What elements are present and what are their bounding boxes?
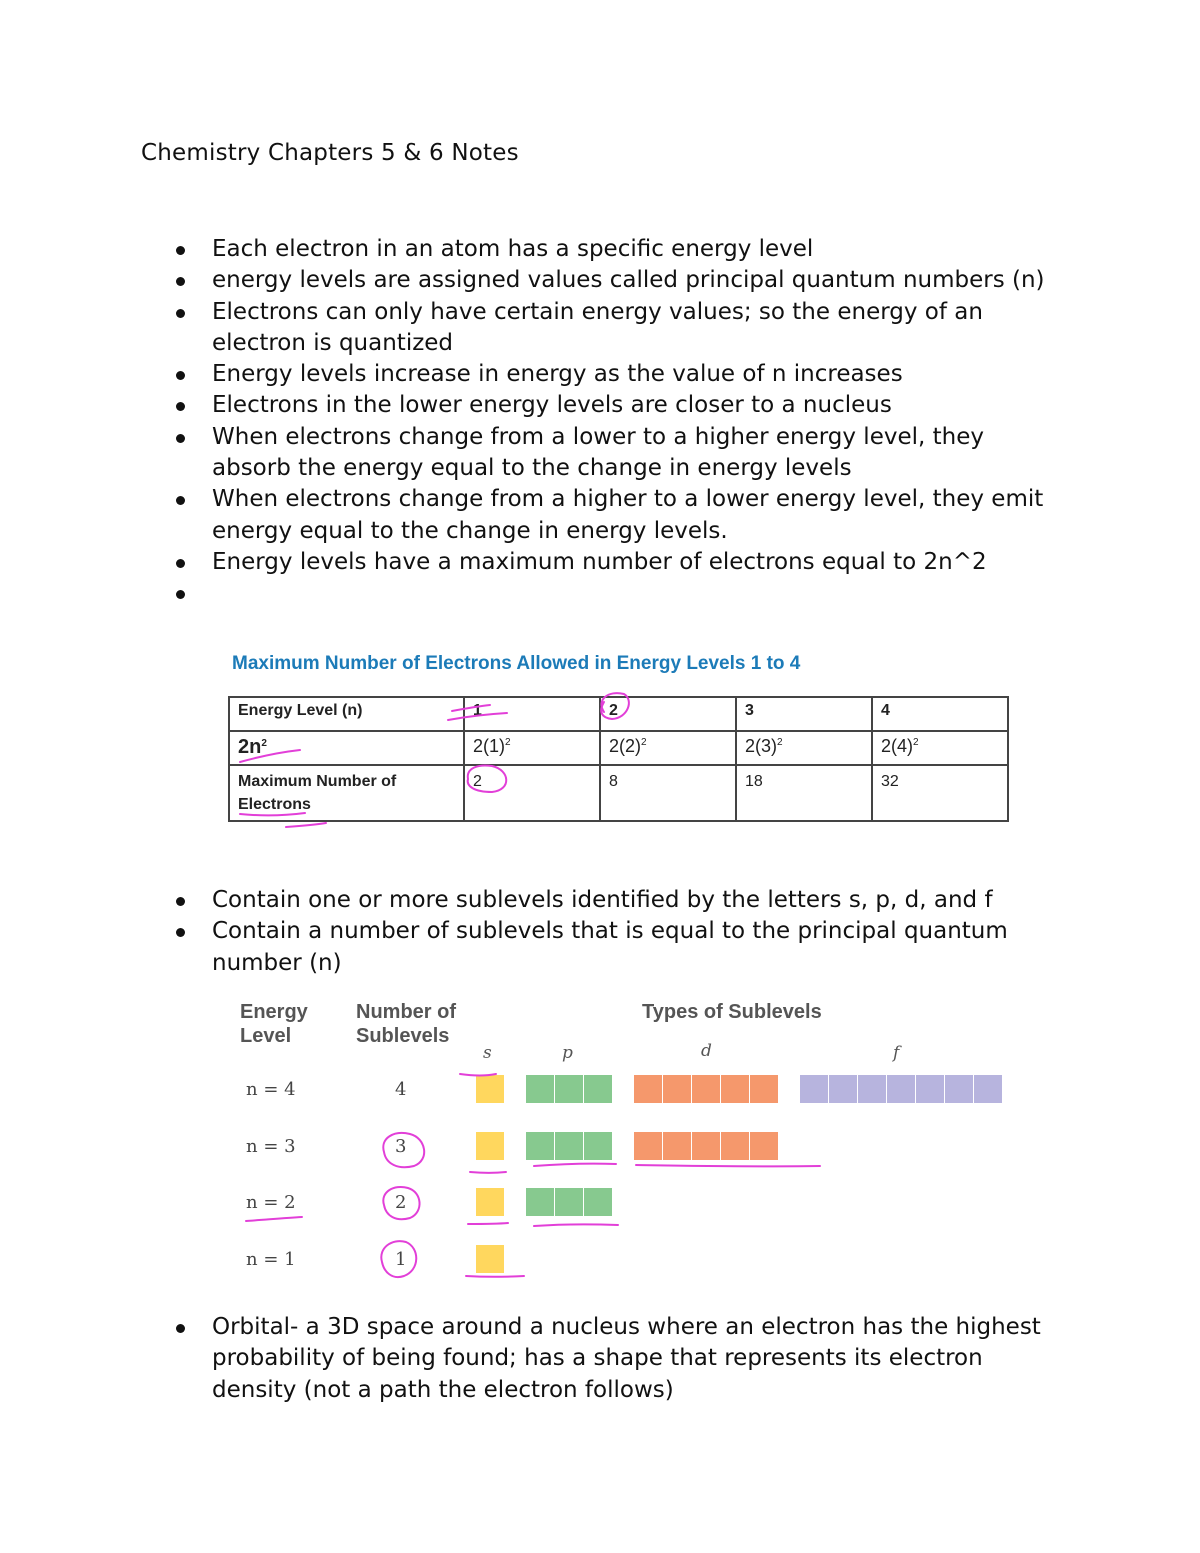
table-cell-level: 2 [600, 697, 736, 731]
orbital-box [721, 1075, 750, 1103]
formula-base: 2(2) [609, 736, 642, 756]
list-item [168, 359, 1048, 390]
energy-level-label: n = 1 [246, 1249, 296, 1270]
list-item [168, 297, 1048, 360]
header-types-of-sublevels: Types of Sublevels [642, 1001, 822, 1023]
energy-level-label: n = 3 [246, 1136, 296, 1157]
orbital-box [634, 1075, 663, 1103]
list-item-empty [168, 578, 1048, 609]
orbital-box [555, 1132, 584, 1160]
formula-base: 2(3) [745, 736, 778, 756]
orbital-box-group [476, 1075, 505, 1103]
orbital-box [974, 1075, 1003, 1103]
list-item-text: Energy levels have a maximum number of electrons equal to 2n^2 [212, 548, 987, 575]
list-item-text: Contain one or more sublevels identified by the letters s, p, d, and f [212, 887, 993, 913]
orbital-box-group [476, 1245, 505, 1273]
table-cell-level: 1 [464, 697, 600, 731]
bullet-icon [176, 277, 185, 286]
list-item-text: Each electron in an atom has a specific energy level [212, 236, 814, 262]
orbital-box [476, 1075, 505, 1103]
list-item-text [212, 580, 219, 606]
orbital-box-group [634, 1132, 779, 1160]
orbital-box-group [800, 1075, 1003, 1103]
list-item [168, 265, 1048, 296]
sublevel-count: 2 [395, 1192, 407, 1213]
formula-exponent: 2 [505, 737, 511, 748]
sublevel-count: 1 [395, 1249, 407, 1270]
sublevel-count: 4 [395, 1079, 407, 1100]
orbital-box [476, 1245, 505, 1273]
orbital-box [476, 1188, 505, 1216]
table-cell-max: 32 [872, 765, 1008, 821]
table-row [229, 765, 1008, 821]
list-item-text: When electrons change from a higher to a lower energy level, they emit energy equal to the change in energy levels. [212, 486, 1044, 544]
page-title: Chemistry Chapters 5 & 6 Notes [141, 140, 519, 166]
figure-title: Maximum Number of Electrons Allowed in Energy Levels 1 to 4 [232, 653, 801, 674]
max-electrons-table-figure [228, 650, 1058, 835]
list-item [168, 885, 1048, 916]
table-cell-level: 3 [736, 697, 872, 731]
sublevel-label-s: s [483, 1043, 492, 1063]
orbital-box [750, 1075, 779, 1103]
list-item [168, 234, 1048, 265]
energy-level-label: n = 4 [246, 1079, 296, 1100]
bullet-icon [176, 559, 185, 568]
list-item-text: Contain a number of sublevels that is equal to the principal quantum number (n) [212, 918, 1008, 976]
bullet-icon [176, 496, 185, 505]
formula-exponent: 2 [913, 737, 919, 748]
table-cell-level: 4 [872, 697, 1008, 731]
list-item-text: energy levels are assigned values called principal quantum numbers (n) [212, 267, 1045, 294]
header-energy-level: Energy Level [240, 1001, 308, 1047]
energy-level-label: n = 2 [246, 1192, 296, 1213]
orbital-box [721, 1132, 750, 1160]
bullet-icon [176, 402, 185, 411]
list-item [168, 916, 1048, 979]
orbital-box-group [476, 1132, 505, 1160]
orbital-box [476, 1132, 505, 1160]
formula-exponent: 2 [641, 737, 647, 748]
orbital-box [526, 1132, 555, 1160]
sublevel-label-p: p [562, 1043, 573, 1063]
orbital-box [945, 1075, 974, 1103]
bullet-icon [176, 309, 185, 318]
table-row [229, 731, 1008, 765]
orbital-box [916, 1075, 945, 1103]
orbital-box [555, 1075, 584, 1103]
sublevel-label-d: d [701, 1041, 712, 1061]
orbital-box [526, 1188, 555, 1216]
list-item-text: Electrons in the lower energy levels are closer to a nucleus [212, 392, 892, 419]
row-header-max-electrons: Maximum Number of Electrons [229, 765, 464, 821]
list-item-text: Orbital- a 3D space around a nucleus where an electron has the highest probability of being found; has a shape that represents its electron density (not a path the electron follows) [212, 1314, 1041, 1403]
orbital-box-group [526, 1132, 613, 1160]
bullet-list-sublevels [168, 885, 1048, 979]
table-cell-formula [464, 731, 600, 765]
sublevel-count: 3 [395, 1136, 407, 1157]
formula-base: 2(4) [881, 736, 914, 756]
orbital-box [663, 1075, 692, 1103]
formula-exponent: 2 [777, 737, 783, 748]
table-cell-max: 18 [736, 765, 872, 821]
row-header-energy-level: Energy Level (n) [229, 697, 464, 731]
table-cell-max: 2 [464, 765, 600, 821]
max-electrons-table [228, 696, 1009, 822]
orbital-box-group [526, 1075, 613, 1103]
orbital-box [526, 1075, 555, 1103]
sublevels-figure [230, 995, 1030, 1285]
orbital-box [584, 1132, 613, 1160]
orbital-box-group [476, 1188, 505, 1216]
orbital-box [692, 1075, 721, 1103]
list-item [168, 422, 1048, 485]
list-item-text: Energy levels increase in energy as the value of n increases [212, 361, 903, 388]
row-header-formula [229, 731, 464, 765]
bullet-list-orbital [168, 1312, 1048, 1406]
bullet-list-energy-levels [168, 234, 1048, 610]
bullet-icon [176, 246, 185, 255]
formula-text: 2n [238, 736, 262, 758]
orbital-box-group [634, 1075, 779, 1103]
list-item [168, 547, 1048, 578]
bullet-icon [176, 928, 185, 937]
bullet-icon [176, 590, 185, 599]
table-cell-formula [736, 731, 872, 765]
list-item-text: Electrons can only have certain energy values; so the energy of an electron is quantized [212, 298, 983, 356]
bullet-icon [176, 434, 185, 443]
table-cell-formula [872, 731, 1008, 765]
orbital-box [829, 1075, 858, 1103]
orbital-box [692, 1132, 721, 1160]
table-row [229, 697, 1008, 731]
bullet-icon [176, 371, 185, 380]
table-cell-max: 8 [600, 765, 736, 821]
table-cell-formula [600, 731, 736, 765]
orbital-box [584, 1188, 613, 1216]
orbital-box [584, 1075, 613, 1103]
list-item [168, 1312, 1048, 1406]
orbital-box [887, 1075, 916, 1103]
orbital-box [858, 1075, 887, 1103]
orbital-box [750, 1132, 779, 1160]
orbital-box [663, 1132, 692, 1160]
sublevel-label-f: f [893, 1043, 900, 1063]
formula-base: 2(1) [473, 736, 506, 756]
orbital-box [800, 1075, 829, 1103]
formula-exponent: 2 [261, 738, 267, 749]
orbital-box [555, 1188, 584, 1216]
bullet-icon [176, 897, 185, 906]
orbital-box [634, 1132, 663, 1160]
list-item [168, 484, 1048, 547]
header-number-of-sublevels: Number of Sublevels [356, 1001, 456, 1047]
bullet-icon [176, 1324, 185, 1333]
list-item-text: When electrons change from a lower to a higher energy level, they absorb the energy equal to the change in energy levels [212, 423, 984, 482]
list-item [168, 390, 1048, 421]
orbital-box-group [526, 1188, 613, 1216]
